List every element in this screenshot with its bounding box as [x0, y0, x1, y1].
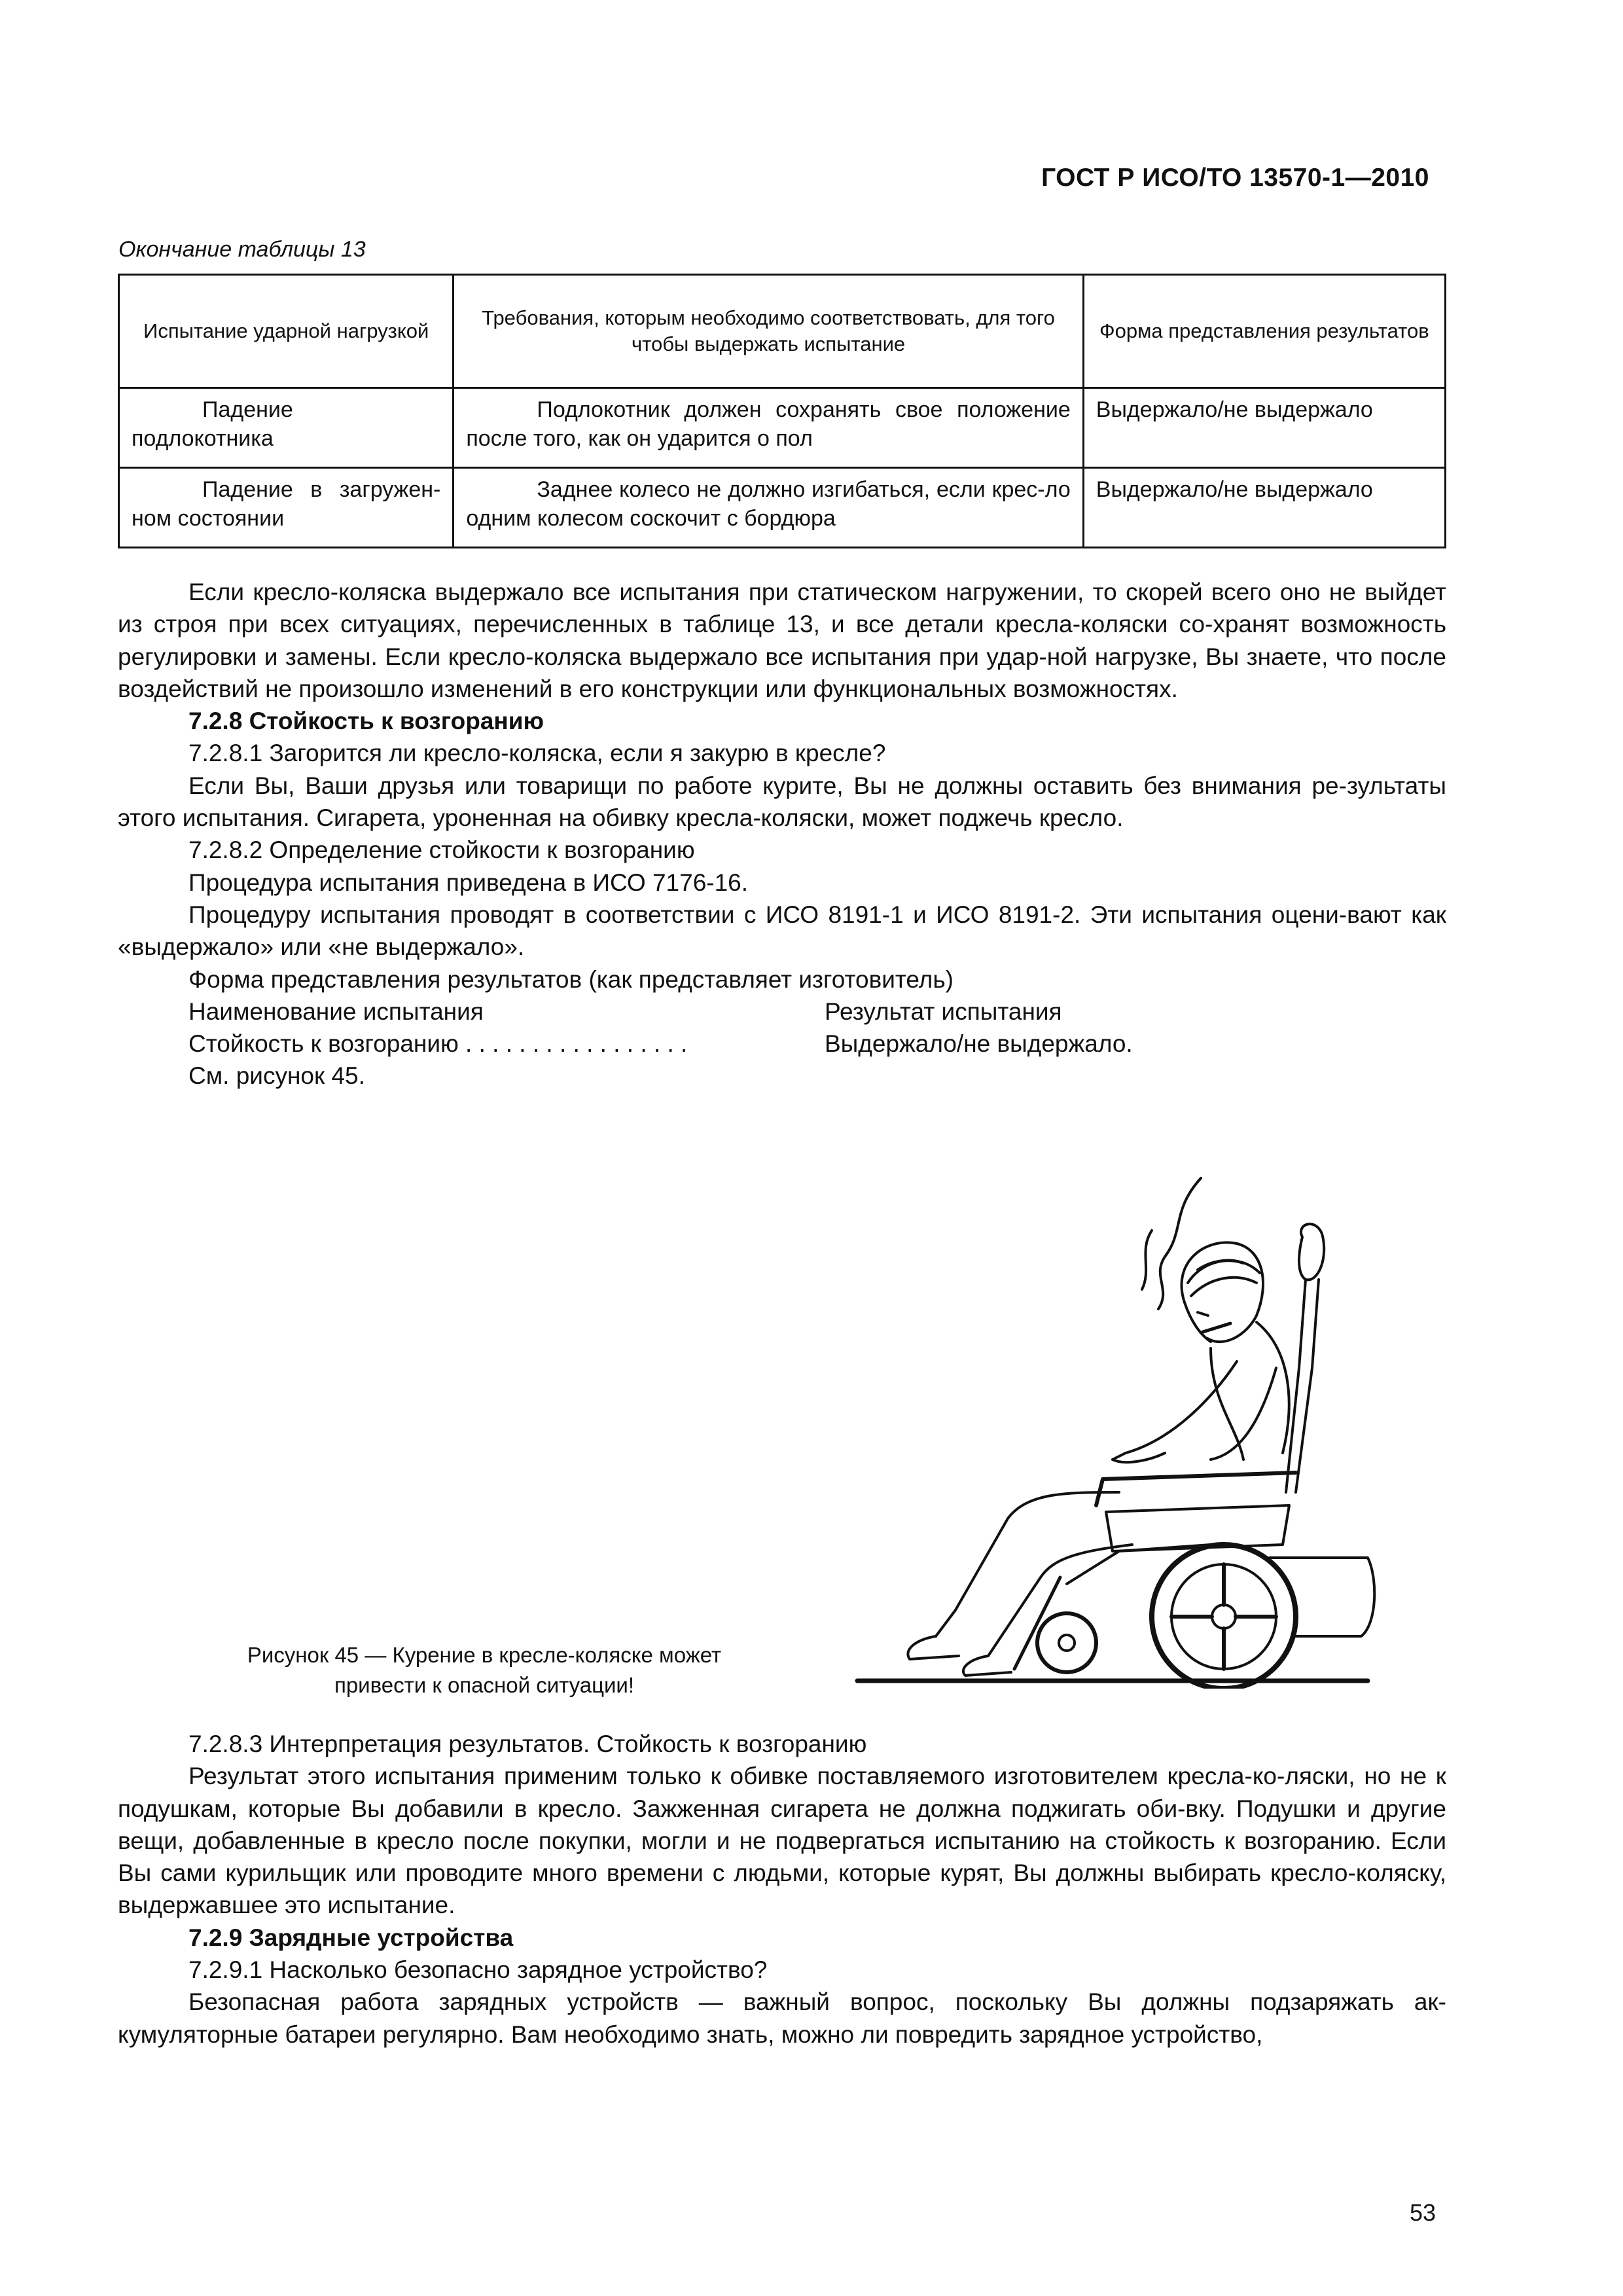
rear-wheel-hub	[1212, 1605, 1236, 1628]
table-cell: Падение подлокотника	[119, 388, 454, 468]
battery-box	[1270, 1558, 1374, 1636]
smoke-trail	[1158, 1178, 1201, 1309]
table-cell: Подлокотник должен сохранять свое положение после того, как он ударится о пол	[454, 388, 1083, 468]
test-result: Выдержало/не выдержало.	[825, 1030, 1133, 1058]
table-row	[119, 468, 1446, 548]
figure-caption-line: привести к опасной ситуации!	[334, 1673, 635, 1697]
paragraph: Если кресло-коляска выдержало все испытания при статическом нагружении, то скорей всего оно не выйдет из строя при всех ситуациях, перечисленных в таблице 13, и все детали кресла-коляски со-хранят возможность регулировки и замены. Если кресло-коляска выдержало все испытания при удар-ной нагрузке, Вы знаете, что после воздействий не произошло изменений в его конструкции или функциональных возможностях.	[118, 579, 1446, 702]
arm	[1113, 1361, 1276, 1460]
table-header: Требования, которым необходимо соответствовать, для того чтобы выдержать испытание	[454, 275, 1083, 388]
page-number: 53	[1409, 2199, 1436, 2226]
paragraph: Процедура испытания приведена в ИСО 7176-16.	[188, 869, 749, 896]
table-cell: Выдержало/не выдержало	[1083, 388, 1445, 468]
table-cell: Падение в загружен-ном состоянии	[119, 468, 454, 548]
document-code: ГОСТ Р ИСО/ТО 13570-1—2010	[1041, 164, 1429, 192]
paragraph: Форма представления результатов (как представляет изготовитель)	[188, 965, 954, 993]
figure-caption	[196, 1640, 772, 1700]
foot	[908, 1636, 959, 1659]
test-result-label: Результат испытания	[825, 997, 1062, 1025]
table-row	[119, 388, 1446, 468]
test-table	[118, 274, 1446, 548]
paragraph: Результат этого испытания применим только к обивке поставляемого изготовителем кресла-ко-ляски, но не к подушкам, которые Вы добавили в кресло. Зажженная сигарета не должна поджигать оби-вку. Подушки и другие вещи, добавленные в кресло после покупки, могли и не подвергаться испытанию на стойкость к возгоранию. Если Вы сами курильщик или проводите много времени с людьми, которые курят, Вы должны выбирать кресло-коляску, выдержавшее это испытание.	[118, 1763, 1446, 1919]
foot	[963, 1656, 1011, 1676]
subsection-title: 7.2.8.1 Загорится ли кресло-коляска, если я закурю в кресле?	[188, 740, 886, 767]
section-heading: 7.2.8 Стойкость к возгоранию	[188, 708, 544, 735]
section-bottom	[118, 1728, 1446, 2051]
footrest	[1014, 1577, 1060, 1669]
smoke-trail	[1142, 1230, 1152, 1289]
section-heading: 7.2.9 Зарядные устройства	[188, 1924, 514, 1951]
paragraph: Безопасная работа зарядных устройств — важный вопрос, поскольку Вы должны подзаряжать ак-кумуляторные батареи регулярно. Вам необходимо знать, можно ли повредить зарядное устройство,	[118, 1988, 1446, 2048]
headrest	[1299, 1224, 1324, 1280]
leg	[936, 1492, 1119, 1636]
table-header: Испытание ударной нагрузкой	[119, 275, 454, 388]
results-form-row	[118, 1028, 1446, 1060]
results-form-header	[118, 996, 1446, 1028]
figure-caption-line: Рисунок 45 — Курение в кресле-коляске может	[247, 1643, 722, 1667]
table-caption: Окончание таблицы 13	[118, 237, 366, 262]
caster-hub	[1059, 1635, 1075, 1651]
test-name: Стойкость к возгоранию . . . . . . . . . . . . . . . . .	[188, 1030, 688, 1058]
subsection-title: 7.2.9.1 Насколько безопасно зарядное устройство?	[188, 1956, 768, 1984]
face	[1185, 1302, 1211, 1342]
chair-back-frame	[1286, 1280, 1319, 1492]
armrest	[1096, 1473, 1296, 1505]
table-cell: Заднее колесо не должно изгибаться, если крес-ло одним колесом соскочит с бордюра	[454, 468, 1083, 548]
table-header-row	[119, 275, 1446, 388]
subsection-title: 7.2.8.3 Интерпретация результатов. Стойкость к возгоранию	[188, 1731, 867, 1757]
paragraph: Если Вы, Ваши друзья или товарищи по работе курите, Вы не должны оставить без внимания ре-зультаты этого испытания. Сигарета, уроненная на обивку кресла-коляски, может поджечь кресло.	[118, 772, 1446, 832]
section-top	[118, 576, 1446, 1092]
table-header: Форма представления результатов	[1083, 275, 1445, 388]
test-name-label: Наименование испытания	[188, 997, 484, 1025]
hair-strokes	[1188, 1261, 1260, 1296]
table-cell: Выдержало/не выдержало	[1083, 468, 1445, 548]
subsection-title: 7.2.8.2 Определение стойкости к возгоранию	[188, 836, 695, 864]
person-smoking-in-wheelchair-illustration	[844, 1152, 1387, 1689]
cigarette	[1203, 1323, 1230, 1332]
front-caster-wheel	[1037, 1613, 1096, 1672]
paragraph: Процедуру испытания проводят в соответствии с ИСО 8191-1 и ИСО 8191-2. Эти испытания оцени-вают как «выдержало» или «не выдержало».	[118, 901, 1446, 961]
figure-reference: См. рисунок 45.	[188, 1062, 365, 1090]
